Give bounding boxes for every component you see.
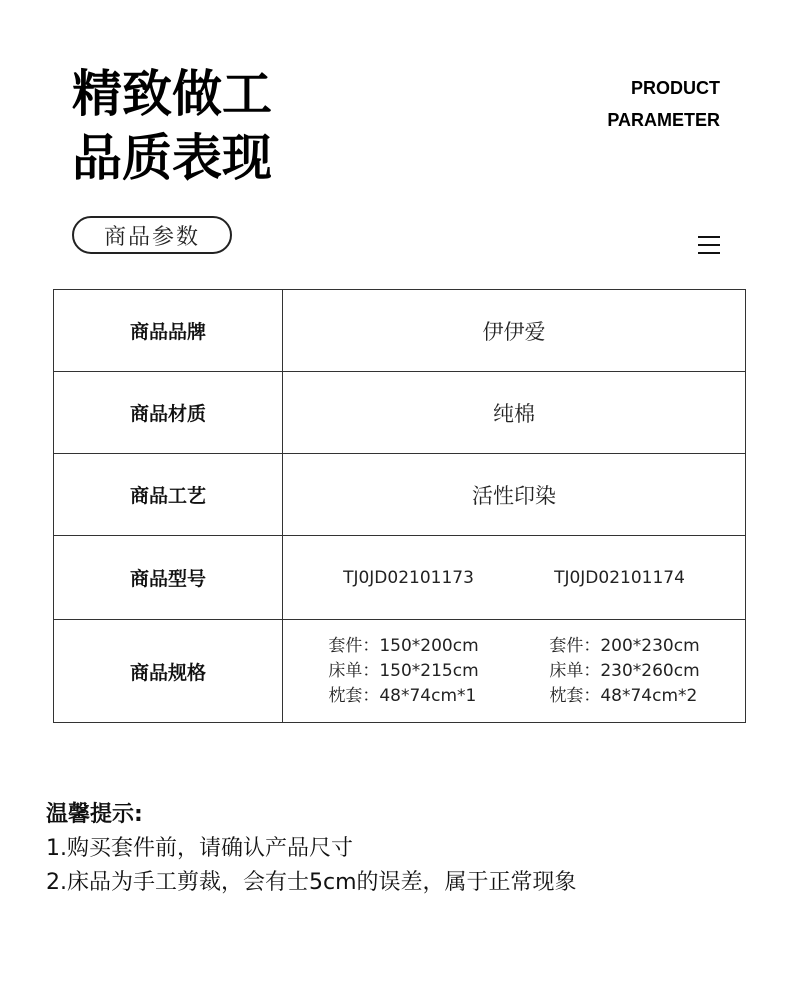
- spec-column: [549, 634, 699, 709]
- english-heading-line-1: PRODUCT: [631, 78, 720, 98]
- title-line-2: 品质表现: [72, 129, 272, 187]
- spec-values: [283, 620, 746, 723]
- brand-label: 商品品牌: [54, 290, 283, 372]
- craft-value: 活性印染: [283, 454, 746, 536]
- table-row: [54, 536, 746, 620]
- table-row: [54, 454, 746, 536]
- page-title: [72, 62, 272, 190]
- material-label: 商品材质: [54, 372, 283, 454]
- spec-line: 床单：230*260cm: [549, 660, 700, 681]
- model-number: TJ0JD02101173: [343, 567, 474, 588]
- spec-line: 套件：150*200cm: [328, 635, 479, 656]
- model-values: [283, 536, 746, 620]
- menu-icon-bar: [698, 252, 720, 254]
- section-pill: 商品参数: [72, 216, 232, 254]
- tips-section: [46, 798, 577, 900]
- spec-line: 枕套：48*74cm*2: [549, 685, 698, 706]
- english-heading-line-2: PARAMETER: [607, 110, 720, 130]
- spec-line: 套件：200*230cm: [549, 635, 700, 656]
- tips-heading: 温馨提示:: [46, 802, 143, 827]
- menu-icon[interactable]: [698, 236, 720, 254]
- table-row: [54, 620, 746, 723]
- spec-line: 床单：150*215cm: [328, 660, 479, 681]
- tip-item: 2.床品为手工剪裁，会有士5cm的误差，属于正常现象: [46, 870, 577, 895]
- table-row: [54, 290, 746, 372]
- menu-icon-bar: [698, 236, 720, 238]
- brand-value: 伊伊爱: [283, 290, 746, 372]
- english-heading: [607, 72, 720, 136]
- spec-label: 商品规格: [54, 620, 283, 723]
- menu-icon-bar: [698, 244, 720, 246]
- spec-line: 枕套：48*74cm*1: [328, 685, 477, 706]
- craft-label: 商品工艺: [54, 454, 283, 536]
- model-label: 商品型号: [54, 536, 283, 620]
- material-value: 纯棉: [283, 372, 746, 454]
- table-row: [54, 372, 746, 454]
- parameter-table: [53, 289, 746, 723]
- title-line-1: 精致做工: [72, 65, 272, 123]
- model-number: TJ0JD02101174: [554, 567, 685, 588]
- tip-item: 1.购买套件前，请确认产品尺寸: [46, 836, 353, 861]
- spec-column: [328, 634, 478, 709]
